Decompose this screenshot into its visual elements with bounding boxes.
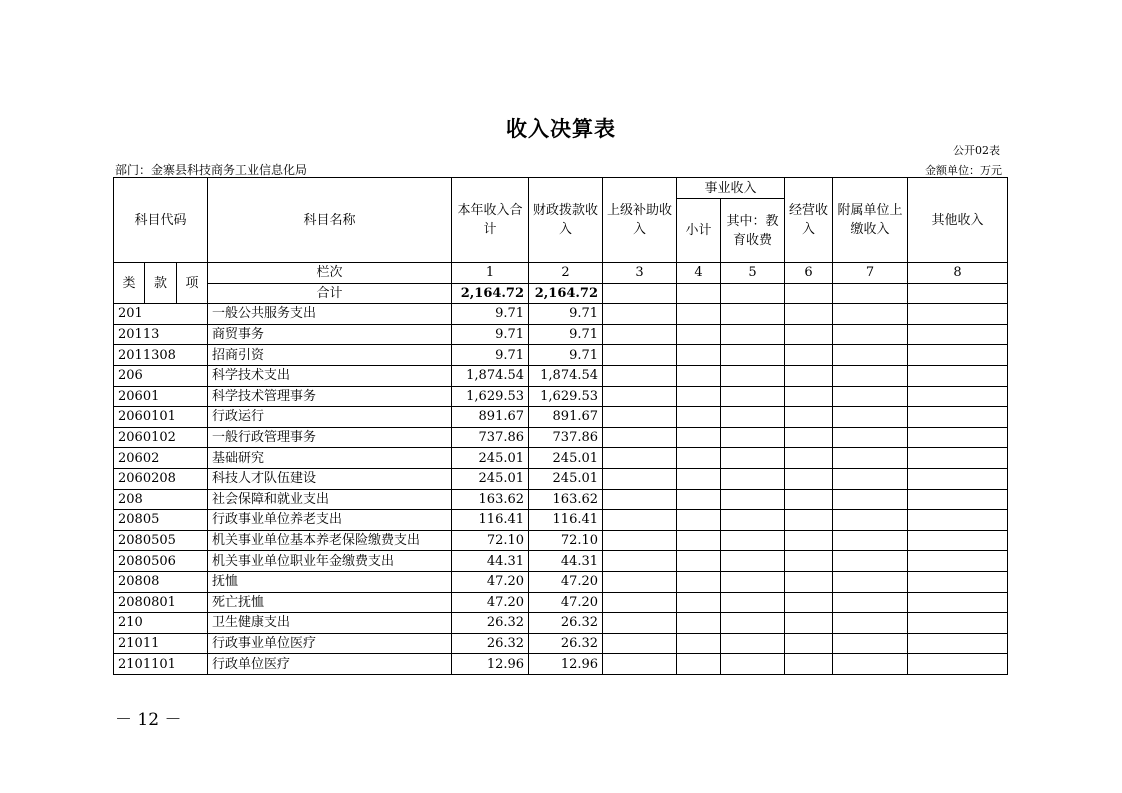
empty-cell <box>833 510 908 531</box>
row-name: 机关事业单位基本养老保险缴费支出 <box>208 530 452 551</box>
column-label: 栏次 <box>208 263 452 284</box>
table-row <box>114 530 1008 551</box>
empty-cell <box>677 592 721 613</box>
empty-cell <box>908 571 1008 592</box>
empty-cell <box>908 489 1008 510</box>
empty-cell <box>833 468 908 489</box>
row-code: 210 <box>114 613 208 634</box>
row-total: 26.32 <box>452 613 529 634</box>
row-total: 737.86 <box>452 427 529 448</box>
empty-cell <box>677 304 721 325</box>
row-code: 21011 <box>114 633 208 654</box>
col-num: 8 <box>908 263 1008 284</box>
page-number: － 12 － <box>115 710 182 730</box>
table-row <box>114 427 1008 448</box>
row-fiscal: 47.20 <box>529 571 603 592</box>
table-row <box>114 551 1008 572</box>
row-name: 一般行政管理事务 <box>208 427 452 448</box>
row-fiscal: 12.96 <box>529 654 603 675</box>
row-code: 2080505 <box>114 530 208 551</box>
total-amount: 2,164.72 <box>452 283 529 304</box>
row-name: 抚恤 <box>208 571 452 592</box>
header-xiang: 项 <box>177 263 208 304</box>
empty-cell <box>785 571 833 592</box>
empty-cell <box>677 654 721 675</box>
row-fiscal: 1,874.54 <box>529 365 603 386</box>
empty-cell <box>785 448 833 469</box>
row-code: 20805 <box>114 510 208 531</box>
empty-cell <box>603 407 677 428</box>
row-fiscal: 737.86 <box>529 427 603 448</box>
empty-cell <box>603 613 677 634</box>
empty-cell <box>833 489 908 510</box>
empty-cell <box>833 345 908 366</box>
row-name: 商贸事务 <box>208 324 452 345</box>
empty-cell <box>677 386 721 407</box>
empty-cell <box>677 613 721 634</box>
empty-cell <box>721 510 785 531</box>
table-row <box>114 386 1008 407</box>
empty-cell <box>833 571 908 592</box>
empty-cell <box>603 345 677 366</box>
row-total: 47.20 <box>452 571 529 592</box>
empty-cell <box>677 427 721 448</box>
empty-cell <box>785 592 833 613</box>
total-fiscal: 2,164.72 <box>529 283 603 304</box>
row-fiscal: 245.01 <box>529 448 603 469</box>
empty-cell <box>785 324 833 345</box>
table-row <box>114 324 1008 345</box>
empty-cell <box>908 592 1008 613</box>
empty-cell <box>908 530 1008 551</box>
row-name: 科技人才队伍建设 <box>208 468 452 489</box>
empty-cell <box>785 510 833 531</box>
row-total: 245.01 <box>452 468 529 489</box>
row-name: 一般公共服务支出 <box>208 304 452 325</box>
empty-cell <box>603 365 677 386</box>
empty-cell <box>721 324 785 345</box>
row-name: 机关事业单位职业年金缴费支出 <box>208 551 452 572</box>
table-row <box>114 654 1008 675</box>
empty-cell <box>833 324 908 345</box>
row-name: 行政事业单位养老支出 <box>208 510 452 531</box>
row-total: 9.71 <box>452 324 529 345</box>
header-superior: 上级补助收入 <box>603 178 677 263</box>
table-row <box>114 613 1008 634</box>
empty-cell <box>908 510 1008 531</box>
empty-cell <box>603 324 677 345</box>
empty-cell <box>908 551 1008 572</box>
empty-cell <box>785 468 833 489</box>
row-name: 基础研究 <box>208 448 452 469</box>
empty-cell <box>721 571 785 592</box>
header-lei: 类 <box>114 263 145 304</box>
row-code: 2060101 <box>114 407 208 428</box>
row-fiscal: 44.31 <box>529 551 603 572</box>
header-fiscal: 财政拨款收入 <box>529 178 603 263</box>
row-fiscal: 163.62 <box>529 489 603 510</box>
row-fiscal: 9.71 <box>529 304 603 325</box>
row-total: 891.67 <box>452 407 529 428</box>
empty-cell <box>721 345 785 366</box>
row-total: 245.01 <box>452 448 529 469</box>
empty-cell <box>785 345 833 366</box>
empty-cell <box>603 448 677 469</box>
row-code: 2060208 <box>114 468 208 489</box>
total-row <box>114 283 1008 304</box>
col-num: 3 <box>603 263 677 284</box>
empty-cell <box>603 654 677 675</box>
row-code: 20602 <box>114 448 208 469</box>
table-row <box>114 468 1008 489</box>
empty-cell <box>908 345 1008 366</box>
empty-cell <box>677 324 721 345</box>
row-total: 9.71 <box>452 304 529 325</box>
empty-cell <box>603 304 677 325</box>
col-num: 1 <box>452 263 529 284</box>
col-num: 2 <box>529 263 603 284</box>
total-label: 合计 <box>208 283 452 304</box>
row-code: 2011308 <box>114 345 208 366</box>
empty-cell <box>833 592 908 613</box>
row-fiscal: 47.20 <box>529 592 603 613</box>
department-label: 部门：金寨县科技商务工业信息化局 <box>115 163 308 177</box>
empty-cell <box>833 407 908 428</box>
empty-cell <box>721 468 785 489</box>
row-total: 44.31 <box>452 551 529 572</box>
unit-label: 金额单位：万元 <box>925 164 1002 177</box>
header-kuan: 款 <box>145 263 177 304</box>
empty-cell <box>785 551 833 572</box>
empty-cell <box>677 345 721 366</box>
col-num: 6 <box>785 263 833 284</box>
row-fiscal: 26.32 <box>529 613 603 634</box>
col-num: 7 <box>833 263 908 284</box>
empty-cell <box>785 489 833 510</box>
empty-cell <box>908 654 1008 675</box>
row-code: 2060102 <box>114 427 208 448</box>
empty-cell <box>785 407 833 428</box>
row-total: 12.96 <box>452 654 529 675</box>
row-fiscal: 1,629.53 <box>529 386 603 407</box>
row-fiscal: 72.10 <box>529 530 603 551</box>
empty-cell <box>908 468 1008 489</box>
empty-cell <box>833 427 908 448</box>
empty-cell <box>677 407 721 428</box>
empty-cell <box>833 448 908 469</box>
table-row <box>114 510 1008 531</box>
empty-cell <box>677 489 721 510</box>
empty-cell <box>833 551 908 572</box>
empty-cell <box>721 489 785 510</box>
empty-cell <box>833 633 908 654</box>
income-table <box>113 177 1008 675</box>
row-name: 卫生健康支出 <box>208 613 452 634</box>
empty-cell <box>603 551 677 572</box>
empty-cell <box>908 386 1008 407</box>
empty-cell <box>721 613 785 634</box>
empty-cell <box>677 510 721 531</box>
empty-cell <box>677 468 721 489</box>
row-name: 行政单位医疗 <box>208 654 452 675</box>
row-name: 行政运行 <box>208 407 452 428</box>
table-row <box>114 633 1008 654</box>
header-education: 其中：教育收费 <box>721 199 785 263</box>
row-total: 72.10 <box>452 530 529 551</box>
row-fiscal: 26.32 <box>529 633 603 654</box>
table-row <box>114 407 1008 428</box>
row-total: 1,874.54 <box>452 365 529 386</box>
empty-cell <box>785 613 833 634</box>
empty-cell <box>721 633 785 654</box>
empty-cell <box>908 633 1008 654</box>
row-fiscal: 9.71 <box>529 345 603 366</box>
empty-cell <box>721 654 785 675</box>
empty-cell <box>785 530 833 551</box>
row-name: 科学技术支出 <box>208 365 452 386</box>
empty-cell <box>908 407 1008 428</box>
row-total: 26.32 <box>452 633 529 654</box>
row-fiscal: 245.01 <box>529 468 603 489</box>
col-num: 5 <box>721 263 785 284</box>
table-row <box>114 571 1008 592</box>
empty-cell <box>603 510 677 531</box>
row-name: 科学技术管理事务 <box>208 386 452 407</box>
empty-cell <box>677 571 721 592</box>
empty-cell <box>677 551 721 572</box>
table-row <box>114 448 1008 469</box>
form-number: 公开02表 <box>953 144 1000 157</box>
empty-cell <box>603 592 677 613</box>
row-total: 47.20 <box>452 592 529 613</box>
header-name: 科目名称 <box>208 178 452 263</box>
empty-cell <box>677 530 721 551</box>
row-total: 163.62 <box>452 489 529 510</box>
empty-cell <box>721 551 785 572</box>
row-name: 社会保障和就业支出 <box>208 489 452 510</box>
empty-cell <box>677 365 721 386</box>
row-code: 20113 <box>114 324 208 345</box>
empty-cell <box>833 365 908 386</box>
empty-cell <box>721 592 785 613</box>
empty-cell <box>603 386 677 407</box>
empty-cell <box>721 407 785 428</box>
empty-cell <box>785 386 833 407</box>
row-code: 206 <box>114 365 208 386</box>
table-row <box>114 489 1008 510</box>
empty-cell <box>677 448 721 469</box>
empty-cell <box>721 365 785 386</box>
empty-cell <box>833 530 908 551</box>
page-title: 收入决算表 <box>506 117 616 141</box>
empty-cell <box>833 613 908 634</box>
header-operating: 经营收入 <box>785 178 833 263</box>
empty-cell <box>677 633 721 654</box>
empty-cell <box>721 427 785 448</box>
empty-cell <box>908 613 1008 634</box>
header-business: 事业收入 <box>677 178 785 199</box>
col-num: 4 <box>677 263 721 284</box>
row-name: 死亡抚恤 <box>208 592 452 613</box>
empty-cell <box>603 571 677 592</box>
row-code: 20601 <box>114 386 208 407</box>
row-code: 208 <box>114 489 208 510</box>
row-fiscal: 891.67 <box>529 407 603 428</box>
table-row <box>114 592 1008 613</box>
empty-cell <box>908 427 1008 448</box>
row-name: 行政事业单位医疗 <box>208 633 452 654</box>
header-subtotal: 小计 <box>677 199 721 263</box>
empty-cell <box>603 427 677 448</box>
empty-cell <box>833 654 908 675</box>
empty-cell <box>721 530 785 551</box>
empty-cell <box>785 304 833 325</box>
row-name: 招商引资 <box>208 345 452 366</box>
empty-cell <box>603 468 677 489</box>
empty-cell <box>785 365 833 386</box>
row-total: 116.41 <box>452 510 529 531</box>
empty-cell <box>603 489 677 510</box>
empty-cell <box>785 654 833 675</box>
table-row <box>114 304 1008 325</box>
header-code: 科目代码 <box>114 178 208 263</box>
row-total: 9.71 <box>452 345 529 366</box>
row-fiscal: 116.41 <box>529 510 603 531</box>
empty-cell <box>603 530 677 551</box>
empty-cell <box>603 633 677 654</box>
empty-cell <box>833 386 908 407</box>
row-code: 2101101 <box>114 654 208 675</box>
row-fiscal: 9.71 <box>529 324 603 345</box>
empty-cell <box>833 304 908 325</box>
row-code: 201 <box>114 304 208 325</box>
header-other: 其他收入 <box>908 178 1008 263</box>
empty-cell <box>908 304 1008 325</box>
empty-cell <box>785 633 833 654</box>
header-total: 本年收入合计 <box>452 178 529 263</box>
table-row <box>114 365 1008 386</box>
empty-cell <box>785 427 833 448</box>
empty-cell <box>721 448 785 469</box>
row-code: 2080506 <box>114 551 208 572</box>
empty-cell <box>721 386 785 407</box>
table-row <box>114 345 1008 366</box>
header-affiliated: 附属单位上缴收入 <box>833 178 908 263</box>
empty-cell <box>908 324 1008 345</box>
empty-cell <box>721 304 785 325</box>
row-code: 20808 <box>114 571 208 592</box>
empty-cell <box>908 365 1008 386</box>
row-code: 2080801 <box>114 592 208 613</box>
empty-cell <box>908 448 1008 469</box>
row-total: 1,629.53 <box>452 386 529 407</box>
